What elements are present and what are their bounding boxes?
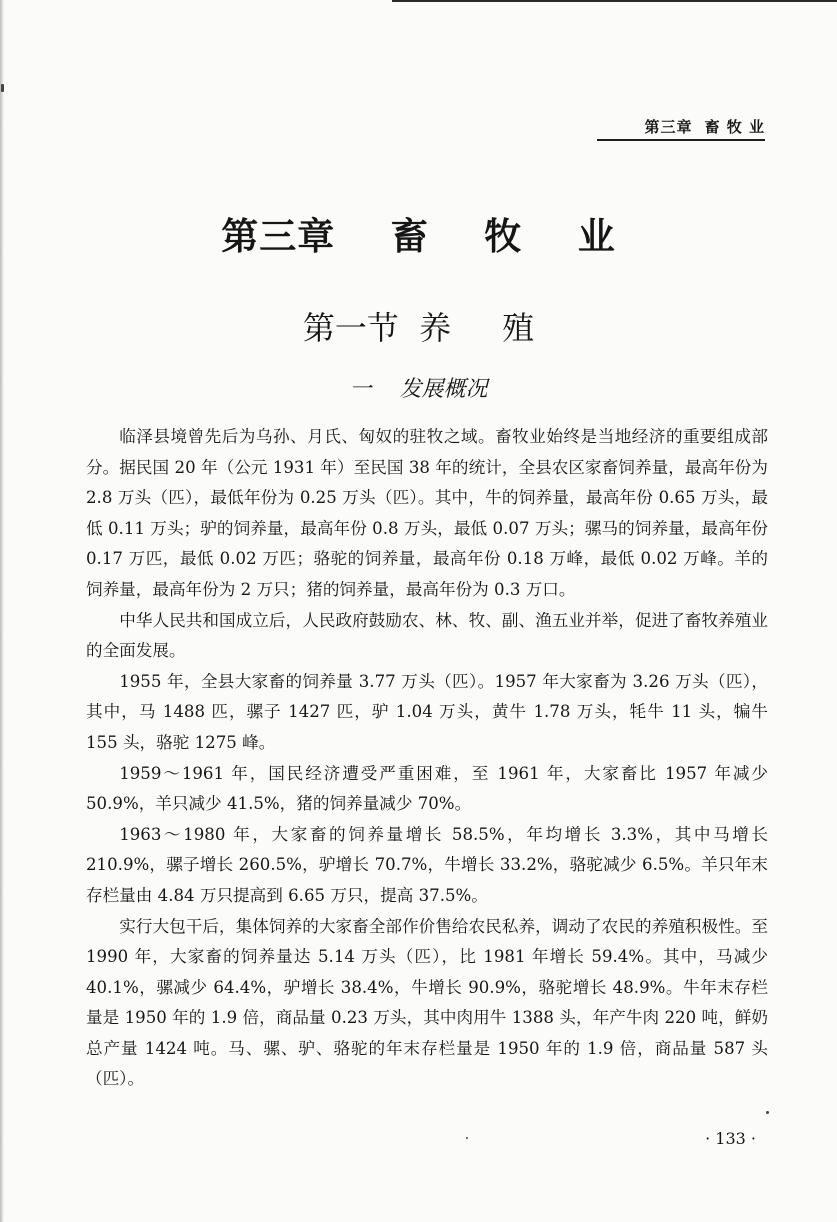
top-border-rule (392, 0, 837, 2)
running-header-rule (597, 139, 765, 141)
page-edge-shadow (0, 0, 4, 1222)
paragraph: 1955 年，全县大家畜的饲养量 3.77 万头（匹）。1957 年大家畜为 3.26 万头（匹），其中，马 1488 匹，骡子 1427 匹，驴 1.04 万头，黄牛 1.78 万头，牦牛 11 头，犏牛 155 头，骆驼 1275 峰。 (86, 671, 768, 752)
section-title: 第一节 养 殖 (302, 309, 535, 347)
page-number: · 133 · (705, 1129, 756, 1148)
scan-speck (1, 84, 4, 92)
body-text (86, 422, 768, 1095)
running-header-chapter: 第三章 (644, 118, 693, 136)
paragraph: 临泽县境曾先后为乌孙、月氏、匈奴的驻牧之域。畜牧业始终是当地经济的重要组成部分。据民国 20 年（公元 1931 年）至民国 38 年的统计，全县农区家畜饲养量，最高年份为 2.8 万头（匹），最低年份为 0.25 万头（匹）。其中，牛的饲养量，最高年份 0.65 万头，最低 0.11 万头；驴的饲养量，最高年份 0.8 万头，最低 0.07 万头；骡马的饲养量，最高年份 0.17 万匹，最低 0.02 万匹；骆驼的饲养量，最高年份 0.18 万峰，最低 0.02 万峰。羊的饲养量，最高年份为 2 万只；猪的饲养量，最高年份为 0.3 万口。 (86, 427, 768, 599)
paragraph: 1963～1980 年，大家畜的饲养量增长 58.5%，年均增长 3.3%，其中马增长 210.9%，骡子增长 260.5%，驴增长 70.7%，牛增长 33.2%，骆驼减少 6.5%。羊只年末存栏量由 4.84 万只提高到 6.65 万只，提高 37.5%。 (86, 824, 768, 905)
scan-speck (766, 1111, 769, 1114)
paragraph: 1959～1961 年，国民经济遭受严重困难，至 1961 年，大家畜比 1957 年减少 50.9%，羊只减少 41.5%，猪的饲养量减少 70%。 (86, 763, 768, 814)
running-header (597, 117, 765, 137)
scan-speck (466, 1137, 468, 1139)
paragraph: 中华人民共和国成立后，人民政府鼓励农、林、牧、副、渔五业并举，促进了畜牧养殖业的全面发展。 (86, 610, 768, 661)
running-header-topic: 畜 牧 业 (704, 118, 765, 136)
chapter-title: 第三章 畜 牧 业 (221, 215, 616, 258)
subsection-title: 一 发展概况 (349, 377, 488, 402)
paragraph: 实行大包干后，集体饲养的大家畜全部作价售给农民私养，调动了农民的养殖积极性。至 1990 年，大家畜的饲养量达 5.14 万头（匹），比 1981 年增长 59.4%。其中，马减少 40.1%，骡减少 64.4%，驴增长 38.4%，牛增长 90.9%，骆驼增长 48.9%。牛年末存栏量是 1950 年的 1.9 倍，商品量 0.23 万头，其中肉用牛 1388 头，年产牛肉 220 吨，鲜奶总产量 1424 吨。马、骡、驴、骆驼的年末存栏量是 1950 年的 1.9 倍，商品量 587 头（匹）。 (86, 916, 768, 1089)
